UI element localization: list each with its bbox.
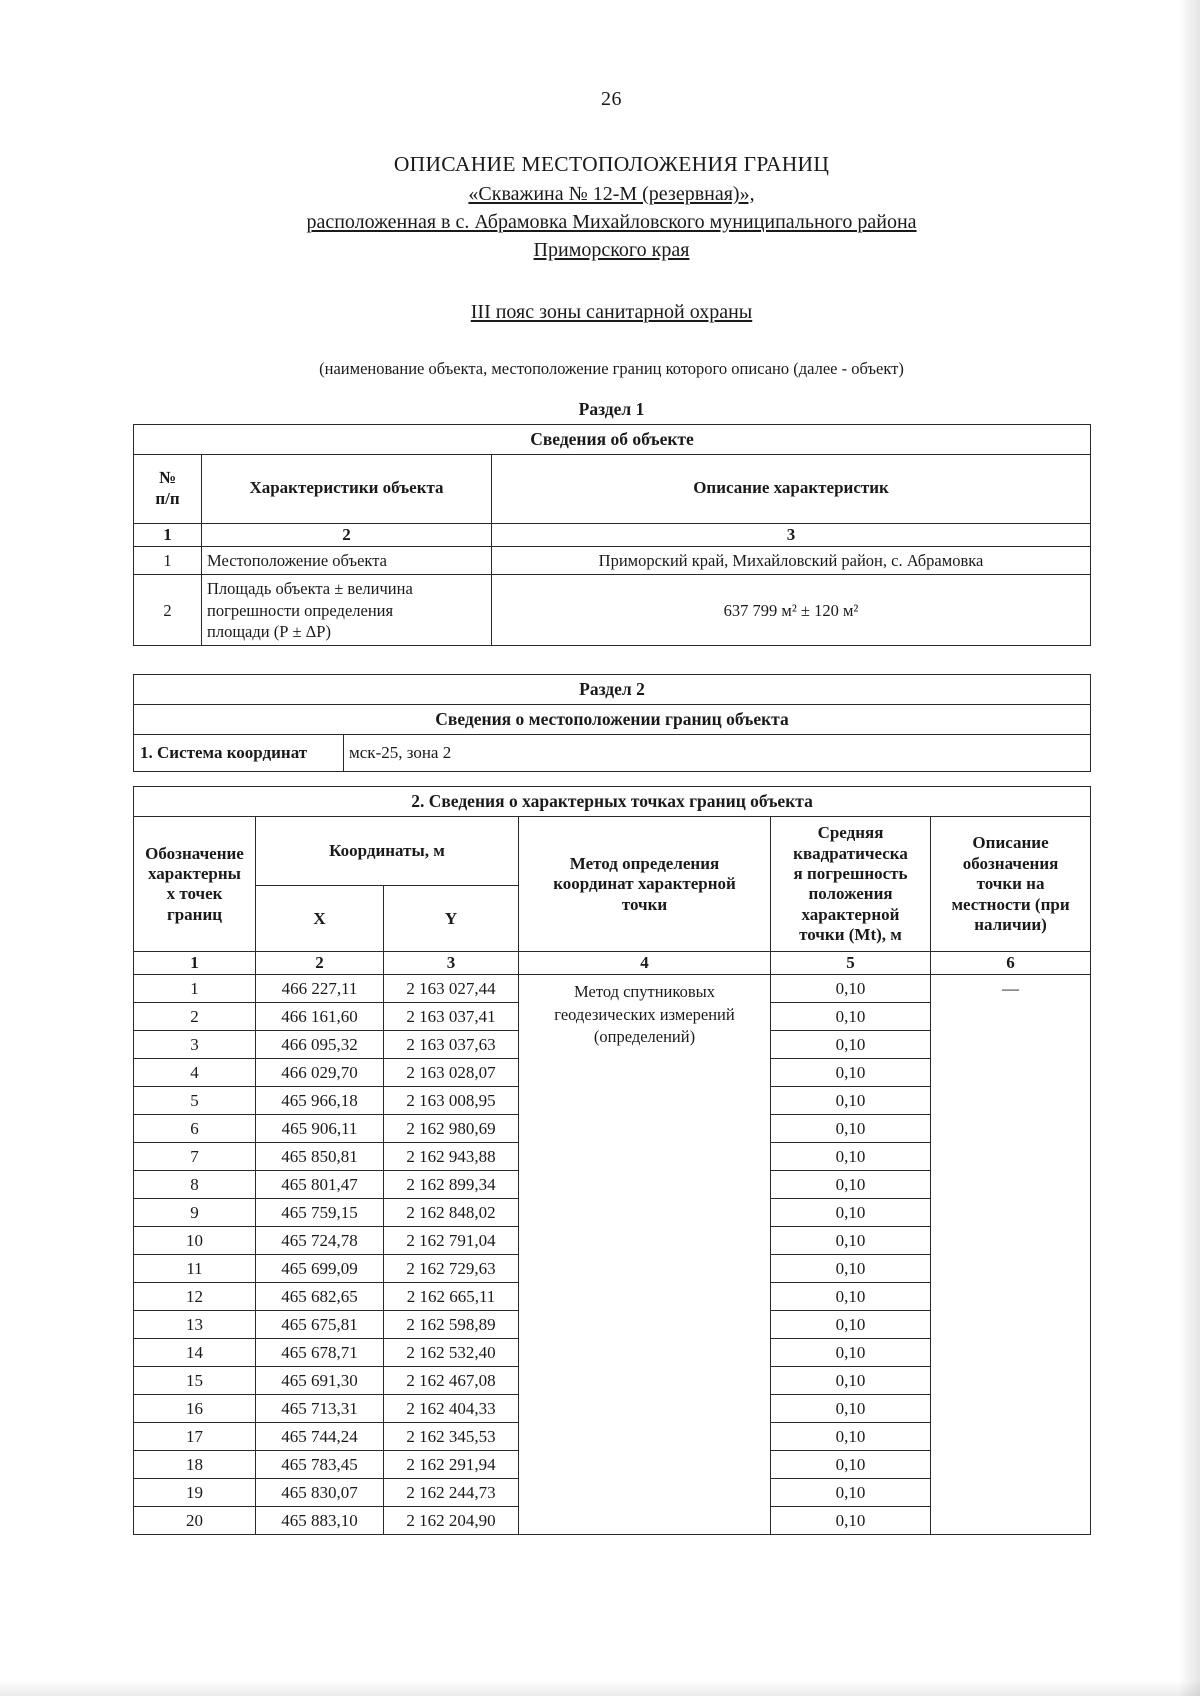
point-mt: 0,10 — [771, 1227, 931, 1255]
row-characteristic — [202, 575, 492, 646]
point-mt: 0,10 — [771, 1311, 931, 1339]
point-y: 2 162 980,69 — [384, 1115, 519, 1143]
section-1-label: Раздел 1 — [578, 398, 645, 419]
header-coordinate-x: X — [256, 886, 384, 952]
point-x: 465 678,71 — [256, 1339, 384, 1367]
header-coordinate-y: Y — [384, 886, 519, 952]
section-2-banner: Сведения о местоположении границ объекта — [134, 705, 1091, 735]
header-number — [134, 454, 202, 523]
header-method-line-1: Метод определения — [569, 853, 720, 873]
coordinate-system-label: 1. Система координат — [134, 735, 344, 772]
point-number: 3 — [134, 1031, 256, 1059]
point-x: 465 691,30 — [256, 1367, 384, 1395]
point-x: 465 682,65 — [256, 1283, 384, 1311]
point-number: 17 — [134, 1423, 256, 1451]
method-description — [519, 975, 771, 1535]
point-mt: 0,10 — [771, 1395, 931, 1423]
method-line-3: (определений) — [593, 1026, 696, 1046]
point-x: 465 850,81 — [256, 1143, 384, 1171]
row-number: 2 — [134, 575, 202, 646]
header-marker-line-5: наличии) — [974, 915, 1047, 935]
coordinate-system-row — [134, 735, 1091, 772]
header-characteristics: Характеристики объекта — [202, 454, 492, 523]
point-x: 465 906,11 — [256, 1115, 384, 1143]
point-y: 2 162 532,40 — [384, 1339, 519, 1367]
section-2-header-table — [133, 674, 1091, 772]
point-mt: 0,10 — [771, 1031, 931, 1059]
header-marker-line-2: обозначения — [962, 853, 1059, 873]
point-y: 2 162 729,63 — [384, 1255, 519, 1283]
characteristic-points-table — [133, 786, 1091, 1535]
row-characteristic-line-3: площади (Р ± ΔР) — [207, 622, 331, 641]
header-mean-square-error — [771, 817, 931, 952]
point-y: 2 163 028,07 — [384, 1059, 519, 1087]
table-row — [134, 546, 1091, 574]
column-number-6: 6 — [931, 952, 1091, 975]
point-mt: 0,10 — [771, 1199, 931, 1227]
point-y: 2 162 404,33 — [384, 1395, 519, 1423]
point-number: 13 — [134, 1311, 256, 1339]
point-mt: 0,10 — [771, 1003, 931, 1031]
document-caption: (наименование объекта, местоположение границ которого описано (далее - объект) — [319, 358, 904, 378]
table-banner-row — [134, 424, 1091, 454]
point-mt: 0,10 — [771, 1171, 931, 1199]
section-1-table — [133, 424, 1091, 647]
header-method-line-3: точки — [621, 894, 668, 914]
point-x: 465 801,47 — [256, 1171, 384, 1199]
header-number-line-1: № — [158, 468, 177, 488]
column-number-3: 3 — [492, 523, 1091, 546]
point-x: 465 966,18 — [256, 1087, 384, 1115]
spacer — [133, 772, 1090, 786]
point-number: 11 — [134, 1255, 256, 1283]
point-mt: 0,10 — [771, 1479, 931, 1507]
point-mt: 0,10 — [771, 1143, 931, 1171]
table-banner-row — [134, 705, 1091, 735]
object-location-line-1: расположенная в с. Абрамовка Михайловского муниципального района — [306, 210, 917, 233]
point-y: 2 162 345,53 — [384, 1423, 519, 1451]
header-mse-line-5: характерной — [801, 904, 900, 924]
point-x: 465 783,45 — [256, 1451, 384, 1479]
column-number-2: 2 — [202, 523, 492, 546]
table-header-row — [134, 454, 1091, 523]
column-number-1: 1 — [134, 952, 256, 975]
point-y: 2 162 204,90 — [384, 1507, 519, 1535]
header-number-line-2: п/п — [155, 488, 180, 508]
page-content — [133, 0, 1090, 1535]
point-y: 2 162 848,02 — [384, 1199, 519, 1227]
point-y: 2 162 899,34 — [384, 1171, 519, 1199]
table-header-row — [134, 817, 1091, 886]
coordinate-system-value: мск-25, зона 2 — [344, 735, 1091, 772]
point-number: 16 — [134, 1395, 256, 1423]
point-number: 10 — [134, 1227, 256, 1255]
column-number-3: 3 — [384, 952, 519, 975]
scan-edge-shadow-bottom — [0, 1680, 1200, 1696]
point-y: 2 162 943,88 — [384, 1143, 519, 1171]
point-number: 14 — [134, 1339, 256, 1367]
point-number: 6 — [134, 1115, 256, 1143]
point-y: 2 162 244,73 — [384, 1479, 519, 1507]
method-line-1: Метод спутниковых — [574, 982, 715, 1002]
header-marker-line-4: местности (при — [951, 894, 1070, 914]
header-coordinates: Координаты, м — [256, 817, 519, 886]
point-marker-description: — — [931, 975, 1091, 1535]
row-description-area: 637 799 м² ± 120 м² — [492, 575, 1091, 646]
point-number: 7 — [134, 1143, 256, 1171]
section-1-banner: Сведения об объекте — [134, 424, 1091, 454]
point-mt: 0,10 — [771, 1087, 931, 1115]
header-point-designation — [134, 817, 256, 952]
point-y: 2 162 598,89 — [384, 1311, 519, 1339]
point-number: 18 — [134, 1451, 256, 1479]
point-x: 465 724,78 — [256, 1227, 384, 1255]
point-mt: 0,10 — [771, 1255, 931, 1283]
point-x: 465 744,24 — [256, 1423, 384, 1451]
column-number-1: 1 — [134, 523, 202, 546]
page-title: ОПИСАНИЕ МЕСТОПОЛОЖЕНИЯ ГРАНИЦ — [393, 152, 830, 176]
point-number: 8 — [134, 1171, 256, 1199]
point-x: 465 830,07 — [256, 1479, 384, 1507]
point-x: 466 227,11 — [256, 975, 384, 1003]
column-number-row — [134, 523, 1091, 546]
scan-edge-shadow-right — [1178, 0, 1200, 1696]
point-number: 2 — [134, 1003, 256, 1031]
point-number: 19 — [134, 1479, 256, 1507]
section-2-label: Раздел 2 — [134, 675, 1091, 705]
header-point-designation-line-1: Обозначение — [145, 843, 244, 863]
document-title-block — [133, 149, 1090, 265]
header-mse-line-6: точки (Mt), м — [799, 925, 902, 945]
header-mse-line-3: я погрешность — [793, 864, 908, 884]
point-y: 2 163 037,41 — [384, 1003, 519, 1031]
point-mt: 0,10 — [771, 1367, 931, 1395]
column-number-4: 4 — [519, 952, 771, 975]
header-marker-line-3: точки на — [976, 874, 1045, 894]
point-mt: 0,10 — [771, 1059, 931, 1087]
point-x: 465 883,10 — [256, 1507, 384, 1535]
point-x: 465 713,31 — [256, 1395, 384, 1423]
point-number: 15 — [134, 1367, 256, 1395]
column-number-row — [134, 952, 1091, 975]
point-y: 2 162 291,94 — [384, 1451, 519, 1479]
header-mse-line-4: положения — [808, 884, 893, 904]
row-characteristic: Местоположение объекта — [202, 546, 492, 574]
row-characteristic-line-1: Площадь объекта ± величина — [207, 579, 413, 599]
column-number-2: 2 — [256, 952, 384, 975]
header-point-designation-line-4: границ — [166, 904, 223, 924]
point-x: 465 759,15 — [256, 1199, 384, 1227]
page-number: 26 — [601, 88, 622, 110]
method-line-2: геодезических измерений — [554, 1004, 735, 1024]
header-mse-line-1: Средняя — [817, 823, 884, 843]
header-point-marker-description — [931, 817, 1091, 952]
point-x: 465 675,81 — [256, 1311, 384, 1339]
table-row — [134, 575, 1091, 646]
table-row — [134, 975, 1091, 1003]
point-mt: 0,10 — [771, 1507, 931, 1535]
point-number: 20 — [134, 1507, 256, 1535]
object-location-line-2: Приморского края — [533, 239, 690, 262]
point-mt: 0,10 — [771, 1423, 931, 1451]
row-characteristic-line-2: погрешности определения — [207, 600, 394, 620]
header-point-designation-line-3: х точек — [166, 884, 223, 904]
point-x: 466 161,60 — [256, 1003, 384, 1031]
point-y: 2 162 791,04 — [384, 1227, 519, 1255]
point-y: 2 163 037,63 — [384, 1031, 519, 1059]
table-banner-row — [134, 675, 1091, 705]
point-y: 2 162 665,11 — [384, 1283, 519, 1311]
point-y: 2 162 467,08 — [384, 1367, 519, 1395]
header-mse-line-2: квадратическа — [793, 843, 908, 863]
point-x: 466 029,70 — [256, 1059, 384, 1087]
sanitary-zone-line: III пояс зоны санитарной охраны — [470, 300, 753, 323]
column-number-5: 5 — [771, 952, 931, 975]
header-description: Описание характеристик — [492, 454, 1091, 523]
spacer — [133, 646, 1090, 674]
point-mt: 0,10 — [771, 1283, 931, 1311]
object-name: «Скважина № 12-М (резервная)», — [468, 182, 755, 205]
point-x: 466 095,32 — [256, 1031, 384, 1059]
point-y: 2 163 027,44 — [384, 975, 519, 1003]
header-point-designation-line-2: характерны — [148, 864, 241, 884]
points-banner: 2. Сведения о характерных точках границ объекта — [134, 787, 1091, 817]
point-number: 5 — [134, 1087, 256, 1115]
point-number: 1 — [134, 975, 256, 1003]
point-number: 9 — [134, 1199, 256, 1227]
point-mt: 0,10 — [771, 1115, 931, 1143]
point-number: 12 — [134, 1283, 256, 1311]
point-mt: 0,10 — [771, 1451, 931, 1479]
point-mt: 0,10 — [771, 975, 931, 1003]
header-method — [519, 817, 771, 952]
table-banner-row — [134, 787, 1091, 817]
row-description: Приморский край, Михайловский район, с. Абрамовка — [492, 546, 1091, 574]
row-number: 1 — [134, 546, 202, 574]
point-number: 4 — [134, 1059, 256, 1087]
point-mt: 0,10 — [771, 1339, 931, 1367]
point-y: 2 163 008,95 — [384, 1087, 519, 1115]
header-method-line-2: координат характерной — [553, 874, 736, 894]
header-marker-line-1: Описание — [972, 833, 1049, 853]
point-x: 465 699,09 — [256, 1255, 384, 1283]
